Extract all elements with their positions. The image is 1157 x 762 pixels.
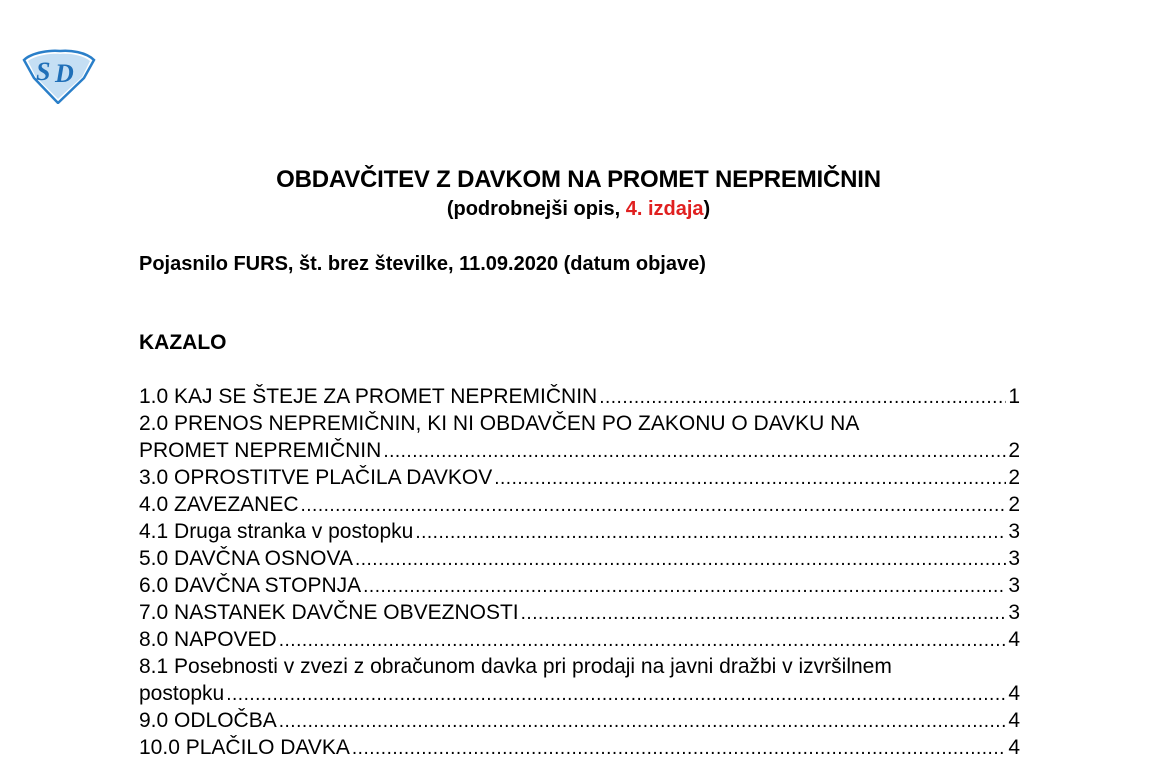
toc-leader-dots: [494, 465, 1006, 492]
edition-label: 4. izdaja: [625, 198, 704, 220]
svg-text:D: D: [55, 59, 74, 88]
toc-entry-title: 1.0 KAJ SE ŠTEJE ZA PROMET NEPREMIČNIN: [139, 385, 598, 408]
toc-page-number: 4: [1008, 682, 1020, 705]
subtitle-open: (podrobnejši opis,: [446, 198, 626, 220]
toc-entry-title: 10.0 PLAČILO DAVKA: [139, 736, 350, 759]
toc-leader-dots: [521, 600, 1007, 627]
toc-leader-dots: [355, 546, 1006, 573]
toc-entry-5[interactable]: [139, 518, 1020, 545]
toc-entry-2[interactable]: [139, 410, 1020, 464]
toc-page-number: 3: [1008, 574, 1020, 597]
sd-logo: [22, 48, 96, 104]
toc-leader-dots: [301, 492, 1007, 519]
subtitle-close: ): [703, 198, 711, 220]
toc-page-number: 4: [1008, 709, 1020, 732]
toc-entry-4[interactable]: [139, 491, 1020, 518]
toc-leader-dots: [279, 627, 1007, 654]
toc-heading: KAZALO: [139, 331, 227, 354]
toc-page-number: 2: [1008, 466, 1020, 489]
document-title: OBDAVČITEV Z DAVKOM NA PROMET NEPREMIČNIN: [276, 166, 881, 193]
toc-entry-3[interactable]: [139, 464, 1020, 491]
toc-page-number: 2: [1008, 493, 1020, 516]
toc-entry-7[interactable]: [139, 572, 1020, 599]
svg-text:S: S: [36, 57, 51, 86]
toc-entry-title: 8.0 NAPOVED: [139, 628, 277, 651]
toc-page-number: 2: [1008, 439, 1020, 462]
toc-entry-12[interactable]: [139, 734, 1020, 761]
toc-leader-dots: [363, 573, 1006, 600]
toc-entry-title: PROMET NEPREMIČNIN: [139, 439, 382, 462]
toc-leader-dots: [599, 384, 1006, 411]
toc-entry-title-line1: 8.1 Posebnosti v zvezi z obračunom davka pri prodaji na javni dražbi v izvršilnem: [139, 655, 892, 678]
toc-leader-dots: [415, 519, 1006, 546]
toc-page-number: 3: [1008, 520, 1020, 543]
toc-page-number: 3: [1008, 547, 1020, 570]
toc-entry-11[interactable]: [139, 707, 1020, 734]
toc-entry-6[interactable]: [139, 545, 1020, 572]
toc-page-number: 4: [1008, 628, 1020, 651]
toc-entry-8[interactable]: [139, 599, 1020, 626]
toc-entry-title-line1: 2.0 PRENOS NEPREMIČNIN, KI NI OBDAVČEN PO ZAKONU O DAVKU NA: [139, 412, 860, 435]
toc-entry-title: 6.0 DAVČNA STOPNJA: [139, 574, 362, 597]
toc-leader-dots: [383, 438, 1006, 465]
toc-leader-dots: [226, 681, 1006, 708]
toc-page-number: 4: [1008, 736, 1020, 759]
toc-page-number: 1: [1008, 385, 1020, 408]
toc-leader-dots: [279, 708, 1007, 735]
toc-page-number: 3: [1008, 601, 1020, 624]
shield-logo-icon: [22, 48, 96, 104]
toc-entry-1[interactable]: [139, 383, 1020, 410]
document-reference: Pojasnilo FURS, št. brez številke, 11.09.2020 (datum objave): [139, 253, 706, 275]
toc-leader-dots: [352, 735, 1006, 762]
toc-entry-title: 9.0 ODLOČBA: [139, 709, 277, 732]
toc-entry-title: 5.0 DAVČNA OSNOVA: [139, 547, 353, 570]
toc-entry-title: 4.0 ZAVEZANEC: [139, 493, 299, 516]
document-subtitle: [0, 195, 1157, 223]
toc-entry-title: 4.1 Druga stranka v postopku: [139, 520, 414, 543]
toc-entry-title: postopku: [139, 682, 225, 705]
toc-entry-9[interactable]: [139, 626, 1020, 653]
table-of-contents: [139, 383, 1020, 761]
toc-entry-title: 3.0 OPROSTITVE PLAČILA DAVKOV: [139, 466, 493, 489]
toc-entry-10[interactable]: [139, 653, 1020, 707]
toc-entry-title: 7.0 NASTANEK DAVČNE OBVEZNOSTI: [139, 601, 519, 624]
